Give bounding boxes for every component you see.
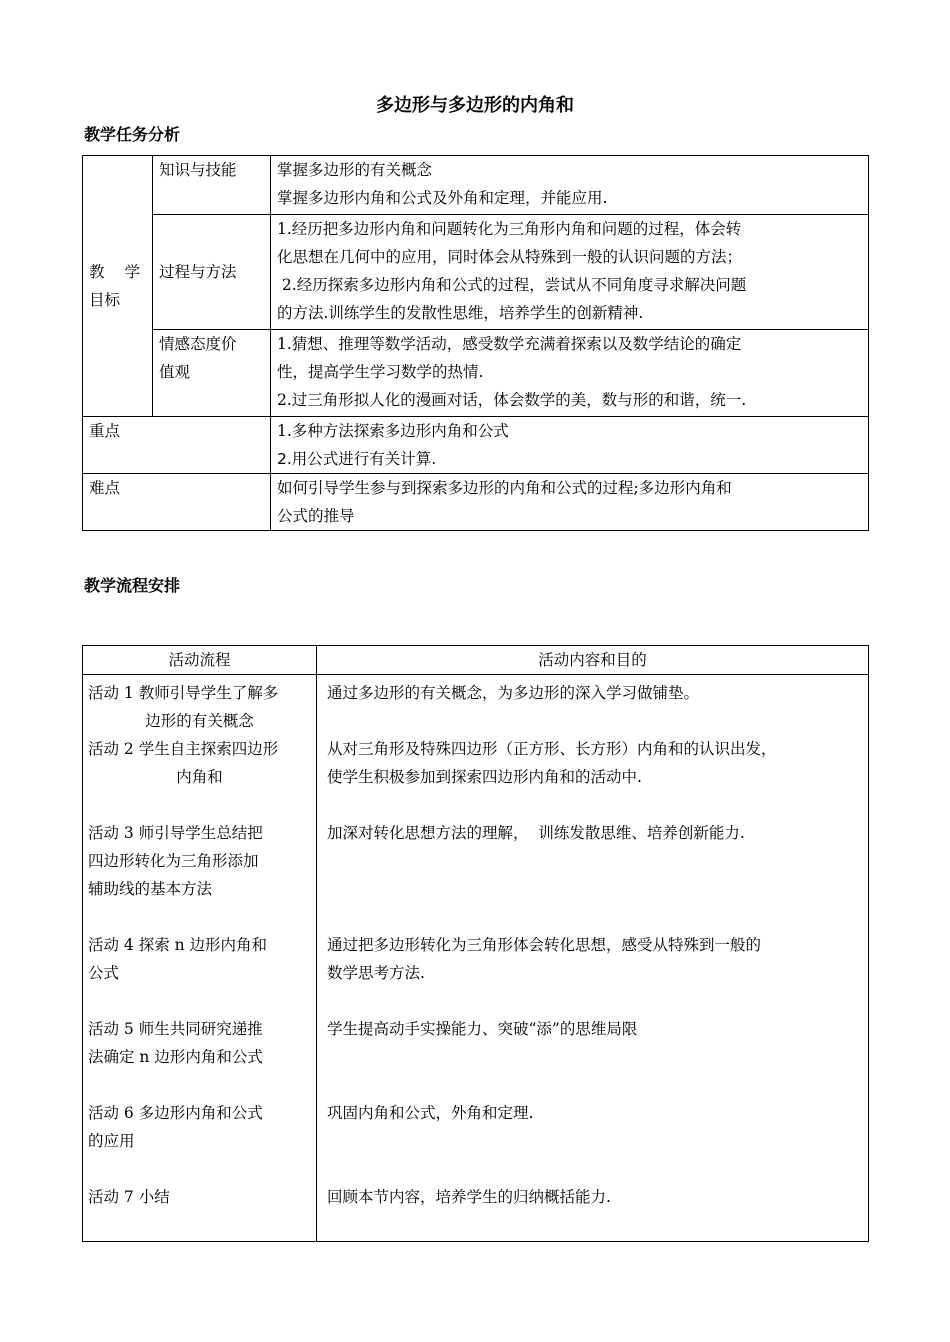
key-label: 重点: [89, 422, 121, 440]
activity-line: 活动 5 师生共同研究递推: [88, 1020, 263, 1038]
content-line: 化思想在几何中的应用，同时体会从特殊到一般的认识问题的方法；: [277, 248, 743, 266]
activity-line: 法确定 n 边形内角和公式: [88, 1048, 263, 1066]
content-line: 2.用公式进行有关计算.: [277, 450, 437, 468]
goal-label-char: 教: [89, 263, 105, 281]
teaching-flow-table: [82, 645, 869, 1242]
content-line: 1.多种方法探索多边形内角和公式: [277, 422, 509, 440]
content-line: 1.猜想、推理等数学活动，感受数学充满着探索以及数学结论的确定: [277, 335, 742, 353]
task-analysis-table: [82, 155, 869, 531]
content-column: [317, 675, 869, 1242]
row-label: 情感态度价: [159, 335, 237, 353]
table-header-row: [83, 646, 869, 675]
activity-column: [83, 675, 317, 1242]
table-row: [83, 675, 869, 1242]
row-label: 值观: [159, 363, 191, 381]
content-line: 如何引导学生参与到探索多边形的内角和公式的过程;多边形内角和: [277, 479, 732, 497]
row-content-cell: [271, 156, 869, 215]
goal-label-line: 目标: [89, 291, 121, 309]
activity-line: 活动 3 师引导学生总结把: [88, 824, 263, 842]
table-row: [83, 417, 869, 474]
row-label: 过程与方法: [159, 263, 237, 281]
table-row: [83, 215, 869, 330]
section-heading-task-analysis: 教学任务分析: [84, 125, 181, 144]
content-line: 的方法.训练学生的发散性思维，培养学生的创新精神.: [277, 304, 644, 322]
activity-line: 活动 7 小结: [88, 1188, 170, 1206]
column-header-text: 活动内容和目的: [538, 651, 647, 669]
section-heading-flow: 教学流程安排: [84, 576, 181, 595]
row-label: 知识与技能: [159, 161, 237, 179]
content-line: 性，提高学生学习数学的热情.: [277, 363, 484, 381]
content-line: 通过多边形的有关概念，为多边形的深入学习做铺垫。: [327, 684, 700, 702]
activity-line: 活动 2 学生自主探索四边形: [88, 740, 279, 758]
content-line: 从对三角形及特殊四边形（正方形、长方形）内角和的认识出发，: [327, 740, 777, 758]
difficult-label: 难点: [89, 479, 121, 497]
table-row: [83, 474, 869, 531]
content-line: 数学思考方法.: [327, 964, 425, 982]
difficult-label-cell: [83, 474, 271, 531]
table-row: [83, 156, 869, 215]
activity-line: 四边形转化为三角形添加: [88, 852, 259, 870]
key-content-cell: [271, 417, 869, 474]
goal-label-char: 学: [124, 263, 140, 281]
content-line: 回顾本节内容，培养学生的归纳概括能力.: [327, 1188, 611, 1206]
content-line: 学生提高动手实操能力、突破“添”的思维局限: [327, 1020, 638, 1038]
goal-label-cell: [83, 156, 153, 417]
table-row: [83, 330, 869, 417]
column-header: [317, 646, 869, 675]
content-line: 2.经历探索多边形内角和公式的过程，尝试从不同角度寻求解决问题: [277, 276, 747, 294]
activity-line: 公式: [88, 964, 120, 982]
row-label-cell: [153, 215, 271, 330]
content-line: 通过把多边形转化为三角形体会转化思想，感受从特殊到一般的: [327, 936, 762, 954]
activity-line: 活动 4 探索 n 边形内角和: [88, 936, 268, 954]
content-line: 公式的推导: [277, 507, 355, 525]
row-content-cell: [271, 330, 869, 417]
activity-line: 辅助线的基本方法: [88, 880, 213, 898]
activity-line: 边形的有关概念: [145, 712, 254, 730]
column-header: [83, 646, 317, 675]
column-header-text: 活动流程: [168, 651, 231, 669]
activity-line: 活动 1 教师引导学生了解多: [88, 684, 279, 702]
activity-line: 活动 6 多边形内角和公式: [88, 1104, 263, 1122]
content-line: 加深对转化思想方法的理解， 训练发散思维、培养创新能力.: [327, 824, 745, 842]
content-line: 1.经历把多边形内角和问题转化为三角形内角和问题的过程，体会转: [277, 220, 742, 238]
content-line: 使学生积极参加到探索四边形内角和的活动中.: [327, 768, 642, 786]
activity-line: 的应用: [88, 1132, 135, 1150]
row-label-cell: [153, 156, 271, 215]
document-title: 多边形与多边形的内角和: [376, 95, 574, 116]
difficult-content-cell: [271, 474, 869, 531]
goal-label-line: [89, 258, 146, 286]
content-line: 巩固内角和公式，外角和定理.: [327, 1104, 534, 1122]
key-label-cell: [83, 417, 271, 474]
content-line: 2.过三角形拟人化的漫画对话，体会数学的美，数与形的和谐，统一.: [277, 391, 747, 409]
content-line: 掌握多边形内角和公式及外角和定理，并能应用.: [277, 189, 608, 207]
row-label-cell: [153, 330, 271, 417]
content-line: 掌握多边形的有关概念: [277, 161, 433, 179]
activity-line: 内角和: [176, 768, 223, 786]
row-content-cell: [271, 215, 869, 330]
